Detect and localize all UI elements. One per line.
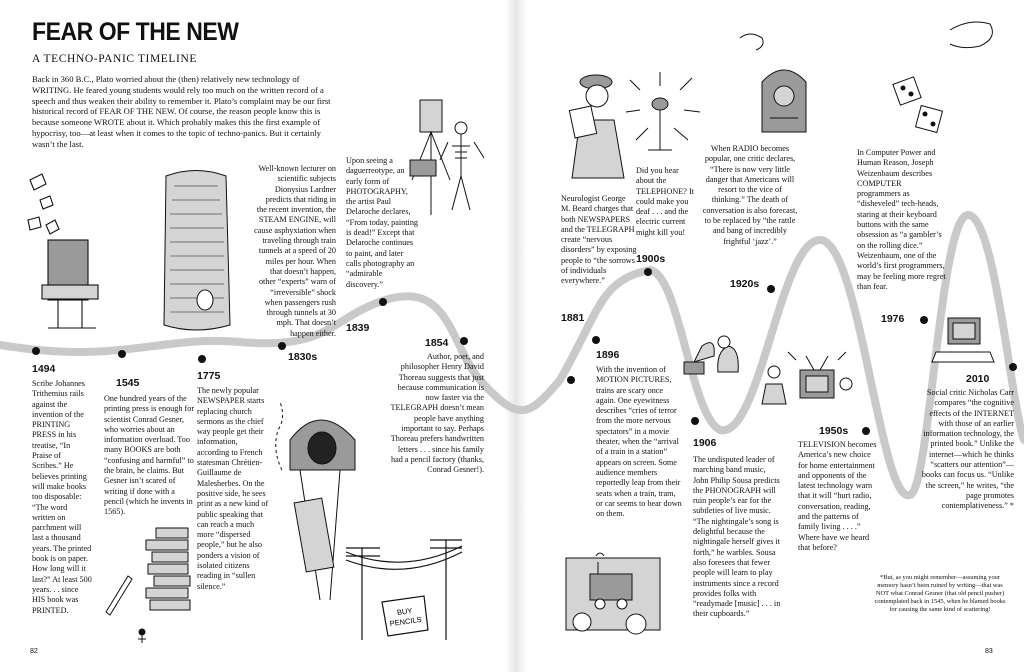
year-label-1494: 1494	[32, 363, 56, 375]
year-label-2010: 2010	[966, 373, 990, 385]
newspaper-reader-illustration	[569, 75, 624, 178]
timeline-dot	[920, 316, 928, 324]
timeline-dot	[118, 350, 126, 358]
pencil-sign-text-2: PENCILS	[389, 614, 423, 629]
timeline-dot	[198, 355, 206, 363]
year-label-1920s: 1920s	[730, 278, 760, 290]
timeline-dot	[278, 342, 286, 350]
page-title: FEAR OF THE NEW	[32, 18, 239, 46]
timeline-dot	[644, 268, 652, 276]
phonograph-dog-illustration	[684, 336, 738, 374]
event-text-1976: In Computer Power and Human Reason, Joseph Weizenbaum describes COMPUTER programmers as “disheveled” tech-heads, staring at their keyboard buttons with the same obsession as “a gambler’s on the rolling dice.” Weizenbaum, one of the world’s first programmers, may be feeling more regret than fear.	[857, 148, 946, 291]
event-text-1881: Neurologist George M. Beard charges that both NEWSPAPERS and the TELEGRAPH create “nervous disorders” by exposing people to “the sorrows of individuals everywhere.”	[561, 194, 637, 286]
easel-skeleton-illustration	[410, 100, 484, 215]
page-number-right: 83	[985, 648, 993, 655]
timeline-dot	[1009, 363, 1017, 371]
printing-press-illustration	[28, 174, 98, 328]
event-text-1920s: When RADIO becomes popular, one critic declares, “There is now very little danger that Americans will resort to the vice of thinking.” The death of conversation is also forecast, to be replaced by “the rattle and bang of incredibly frightful ‘jazz’.”	[702, 144, 798, 246]
page-subtitle: A TECHNO-PANIC TIMELINE	[32, 53, 198, 65]
telephone-sparks-illustration	[626, 72, 700, 150]
timeline-dot	[592, 336, 600, 344]
event-text-1830s: Well-known lecturer on scientific subjects Dionysius Lardner predicts that riding in the recent invention, the STEAM ENGINE, will cause asphyxiation when traveling through train tunnels at a speed of 20 miles per hour. When that doesn’t happen, other “experts” warn of “irreversible” shock when passengers rush through tunnels at 30 mph. That doesn’t happen either.	[254, 164, 336, 338]
year-label-1854: 1854	[425, 337, 449, 349]
year-label-1775: 1775	[197, 370, 221, 382]
year-label-1976: 1976	[881, 313, 905, 325]
event-text-1854: Author, poet, and philosopher Henry David Thoreau suggests that just because communication is now faster via the TELEGRAPH doesn’t mean people have anything important to say. Perhaps Thoreau prefers handwritten letters . . . since his family had a pencil factory (thanks, Conrad Gesner!).	[390, 352, 484, 475]
timeline-dot	[32, 347, 40, 355]
timeline-dot	[862, 427, 870, 435]
book-stack-illustration	[106, 528, 190, 643]
tunnel-illustration	[164, 171, 230, 331]
event-text-1906: The undisputed leader of marching band music, John Philip Sousa predicts the PHONOGRAPH will ruin people’s ear for the subtleties of live music. “The nightingale’s song is delightful because the nightingale herself gives it forth,” he warbles. Sousa also foresees that fewer people will learn to play instruments since a record provides folks with “readymade [music] . . . in their cupboards.”	[693, 455, 781, 619]
event-text-1545: One hundred years of the printing press is enough for scientist Conrad Gesner, who worries about an information overload. Too many BOOKS are both “confusing and harmful” to the brain, he claims. But Gesner isn’t scared of writing if done with a pencil (which he invents in 1565).	[104, 394, 195, 517]
timeline-dot	[767, 285, 775, 293]
year-label-1839: 1839	[346, 322, 370, 334]
radio-illustration	[740, 34, 806, 132]
year-label-1900s: 1900s	[636, 253, 666, 265]
year-label-1906: 1906	[693, 437, 717, 449]
television-family-illustration	[762, 352, 852, 404]
pencil-sign-text-1: BUY	[396, 605, 413, 618]
timeline-dot	[691, 417, 699, 425]
timeline-dot	[379, 298, 387, 306]
page-number-left: 82	[30, 648, 38, 655]
movie-train-illustration	[566, 553, 660, 634]
train-tunnel-illustration	[276, 402, 355, 600]
year-label-1881: 1881	[561, 312, 585, 324]
event-text-1839: Upon seeing a daguerreotype, an early form of PHOTOGRAPHY, the artist Paul Delaroche declares, “From today, painting is dead!” Except that Delaroche continues to paint, and later calls photography an “admirable discovery.”	[346, 156, 419, 289]
year-label-1830s: 1830s	[288, 351, 318, 363]
timeline-dot	[460, 337, 468, 345]
year-label-1950s: 1950s	[819, 425, 849, 437]
intro-paragraph: Back in 360 B.C., Plato worried about the (then) relatively new technology of WRITING. He feared young students would rely too much on the written record of a speech and thus weaken their ability to remember it. Plato’s complaint may be our first historical record of FEAR OF THE NEW. Of course, the reason people know this is because someone WROTE about it. Which probably makes this the first example of hypocrisy, too—at least when it comes to the topic of techno-panics. But it certainly wasn’t the last.	[32, 74, 331, 149]
event-text-1775: The newly popular NEWSPAPER starts replacing church sermons as the chief way people get their information, according to French statesman Chrétien-Guillaume de Malesherbes. On the positive side, he sees print as a new kind of public speaking that can reach a much more “dispersed people,” but he also ponders a vision of isolated citizens reading in “sullen silence.”	[197, 386, 269, 591]
timeline-dot	[567, 376, 575, 384]
dice-illustration	[893, 22, 993, 132]
event-text-1494: Scribe Johannes Trithemius rails against the invention of the PRINTING PRESS in his treatise, “In Praise of Scribes.” He believes printing will make books too disposable: “The word written on parchment will last a thousand years. The printed book is on paper. How long will it last?” At least 500 years. . . since HIS book was PRINTED.	[32, 379, 92, 615]
event-text-2010: Social critic Nicholas Carr compares “the cognitive effects of the INTERNET with those of an earlier information technology, the printed book.” Unlike the internet—which he thinks “scatters our attention”—books can focus us. “Unlike the screen,” he writes, “the page promotes contemplativeness.” *	[921, 388, 1014, 511]
year-label-1896: 1896	[596, 349, 620, 361]
year-label-1545: 1545	[116, 377, 140, 389]
footnote: *But, as you might remember—assuming your memory hasn’t been ruined by writing—that was NOT what Conrad Gesner (that old pencil pusher) contemplated back in 1545, when he blamed books for causing the same kind of scattering!	[874, 574, 1006, 613]
event-text-1896: With the invention of MOTION PICTURES, trains are scary once again. One eyewitness describes “cries of terror from the more nervous spectators” in a movie theater, when the “arrival of a train in a station” appears on screen. Some audience members reportedly leap from their seats when a train, tram, or car seems to bear down on them.	[596, 365, 682, 519]
event-text-1900s: Did you hear about the TELEPHONE? It could make you deaf . . . and the electric current might kill you!	[636, 166, 694, 237]
event-text-1950s: TELEVISION becomes America’s new choice for home entertainment and opponents of the latest technology warn that it will “hurt radio, conversation, reading, and the patterns of family living . . . .” Where have we heard that before?	[798, 440, 877, 552]
